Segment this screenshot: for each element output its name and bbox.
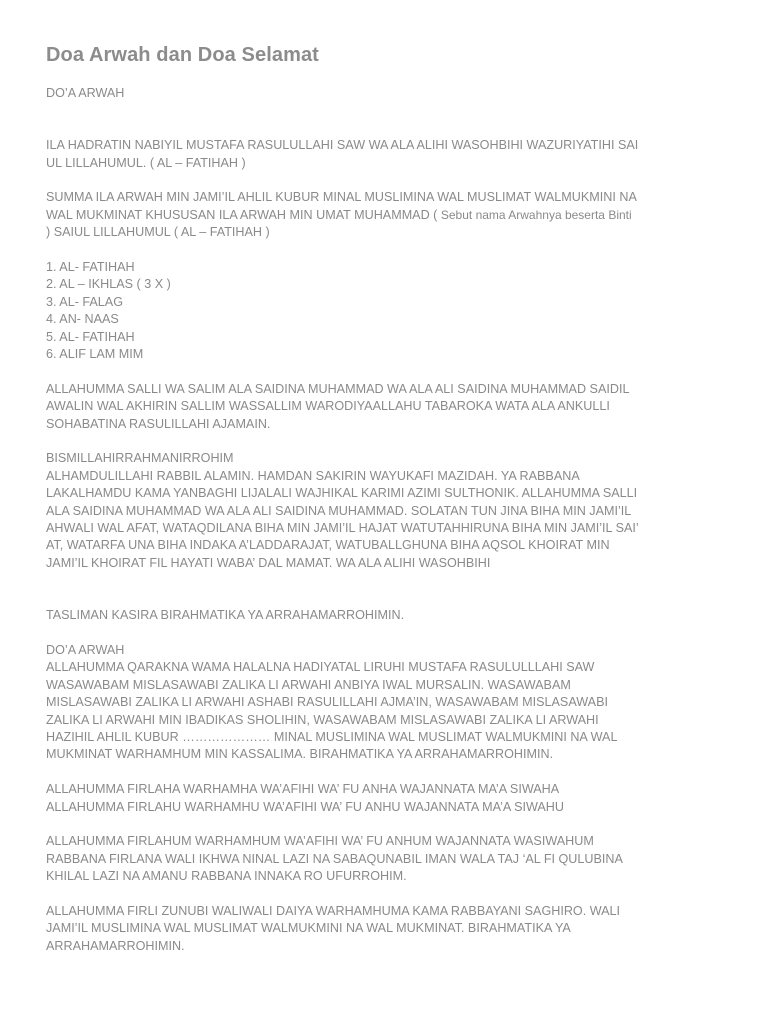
heading-line: DO’A ARWAH — [46, 86, 125, 100]
paragraph-allahumma-salli — [46, 381, 696, 433]
paragraph-line: ARRAHAMARROHIMIN. — [46, 938, 185, 953]
paragraph-line: TASLIMAN KASIRA BIRAHMATIKA YA ARRAHAMARROHIMIN. — [46, 608, 405, 623]
paragraph-line: HAZIHIL AHLIL KUBUR ………………… MINAL MUSLIMINA WAL MUSLIMAT WALMUKMINI NA WAL — [46, 729, 618, 744]
paragraph-line: ALLAHUMMA FIRLAHUM WARHAMHUM WA’AFIHI WA’ FU ANHUM WAJANNATA WASIWAHUM — [46, 834, 594, 849]
paragraph-line: KHILAL LAZI NA AMANU RABBANA INNAKA RO UFURROHIM. — [46, 869, 407, 884]
paragraph-line: ALA SAIDINA MUHAMMAD WA ALA ALI SAIDINA MUHAMMAD. SOLATAN TUN JINA BIHA MIN JAMI’IL — [46, 503, 632, 518]
paragraph-line: WASAWABAM MISLASAWABI ZALIKA LI ARWAHI ANBIYA IWAL MURSALIN. WASAWABAM — [46, 677, 571, 692]
spacer — [46, 242, 696, 259]
paragraph-line: ALLAHUMMA FIRLI ZUNUBI WALIWALI DAIYA WARHAMHUMA KAMA RABBAYANI SAGHIRO. WALI — [46, 903, 621, 918]
paragraph-line: UL LILLAHUMUL. ( AL – FATIHAH ) — [46, 155, 246, 170]
paragraph-text: WAL MUKMINAT KHUSUSAN ILA ARWAH MIN UMAT MUHAMMAD ( — [46, 207, 441, 222]
document-page — [46, 42, 696, 955]
spacer — [46, 886, 696, 903]
paragraph-line: ALLAHUMMA QARAKNA WAMA HALALNA HADIYATAL LIRUHI MUSTAFA RASULULLLAHI SAW — [46, 660, 595, 675]
paragraph-firlahum — [46, 833, 696, 885]
paragraph-line: DO’A ARWAH — [46, 642, 125, 657]
paragraph-line: JAMI’IL MUSLIMINA WAL MUSLIMAT WALMUKMINI NA WAL MUKMINAT. BIRAHMATIKA YA — [46, 921, 571, 936]
paragraph-hadratin — [46, 137, 696, 172]
spacer — [46, 433, 696, 450]
paragraph-summa — [46, 189, 696, 241]
paragraph-line: ALLAHUMMA SALLI WA SALIM ALA SAIDINA MUHAMMAD WA ALA ALI SAIDINA MUHAMMAD SAIDIL — [46, 381, 630, 396]
spacer — [46, 363, 696, 380]
paragraph-line: RABBANA FIRLANA WALI IKHWA NINAL LAZI NA SABAQUNABIL IMAN WALA TAJ ‘AL FI QULUBINA — [46, 851, 623, 866]
list-item: 1. AL- FATIHAH — [46, 260, 135, 275]
paragraph-line: AHWALI WAL AFAT, WATAQDILANA BIHA MIN JAMI’IL HAJAT WATUTAHHIRUNA BIHA MIN JAMI’IL SAI’ — [46, 521, 639, 536]
paragraph-line: SOHABATINA RASULILLAHI AJAMAIN. — [46, 416, 271, 431]
paragraph-line: ) SAIUL LILLAHUMUL ( AL – FATIHAH ) — [46, 225, 270, 240]
paragraph-line: MISLASAWABI ZALIKA LI ARWAHI ASHABI RASULILLAHI AJMA’IN, WASAWABAM MISLASAWABI — [46, 695, 608, 710]
paragraph-doa-arwah-2 — [46, 642, 696, 764]
paragraph-line: AWALIN WAL AKHIRIN SALLIM WASSALLIM WARODIYAALLAHU TABAROKA WATA ALA ANKULLI — [46, 399, 610, 414]
paragraph-line: ZALIKA LI ARWAHI MIN IBADIKAS SHOLIHIN, WASAWABAM MISLASAWABI ZALIKA LI ARWAHI — [46, 712, 599, 727]
list-item: 6. ALIF LAM MIM — [46, 347, 144, 362]
surah-list — [46, 259, 696, 363]
paragraph-line: ALLAHUMMA FIRLAHU WARHAMHU WA’AFIHI WA’ FU ANHU WAJANNATA MA’A SIWAHU — [46, 799, 564, 814]
list-item: 4. AN- NAAS — [46, 312, 119, 327]
spacer — [46, 764, 696, 781]
spacer — [46, 625, 696, 642]
paragraph-line: BISMILLAHIRRAHMANIRROHIM — [46, 451, 234, 466]
spacer — [46, 172, 696, 189]
spacer — [46, 816, 696, 833]
paragraph-line: MUKMINAT WARHAMHUM MIN KASSALIMA. BIRAHMATIKA YA ARRAHAMARROHIMIN. — [46, 747, 554, 762]
paragraph-tasliman — [46, 607, 696, 624]
list-item: 2. AL – IKHLAS ( 3 X ) — [46, 277, 171, 292]
paragraph-line: LAKALHAMDU KAMA YANBAGHI LIJALALI WAJHIKAL KARIMI AZIMI SULTHONIK. ALLAHUMMA SALLI — [46, 486, 638, 501]
list-item: 5. AL- FATIHAH — [46, 329, 135, 344]
paragraph-firli — [46, 903, 696, 955]
paragraph-bismillah — [46, 450, 696, 572]
document-title: Doa Arwah dan Doa Selamat — [46, 44, 319, 66]
spacer — [46, 572, 696, 607]
paragraph-line: ALHAMDULILLAHI RABBIL ALAMIN. HAMDAN SAKIRIN WAYUKAFI MAZIDAH. YA RABBANA — [46, 468, 580, 483]
paragraph-note: Sebut nama Arwahnya beserta Binti — [440, 207, 632, 222]
list-item: 3. AL- FALAG — [46, 294, 124, 309]
paragraph-line: AT, WATARFA UNA BIHA INDAKA A’LADDARAJAT, WATUBALLGHUNA BIHA AQSOL KHOIRAT MIN — [46, 538, 610, 553]
paragraph-line: ILA HADRATIN NABIYIL MUSTAFA RASULULLAHI SAW WA ALA ALIHI WASOHBIHI WAZURIYATIHI SAI — [46, 138, 639, 153]
paragraph-line: ALLAHUMMA FIRLAHA WARHAMHA WA’AFIHI WA’ FU ANHA WAJANNATA MA’A SIWAHA — [46, 782, 560, 797]
spacer — [46, 102, 696, 137]
section-heading-doa-arwah — [46, 85, 696, 102]
paragraph-firlaha — [46, 781, 696, 816]
paragraph-line — [46, 207, 696, 224]
paragraph-line: SUMMA ILA ARWAH MIN JAMI’IL AHLIL KUBUR MINAL MUSLIMINA WAL MUSLIMAT WALMUKMINI NA — [46, 190, 637, 205]
paragraph-line: JAMI’IL KHOIRAT FIL HAYATI WABA’ DAL MAMAT. WA ALA ALIHI WASOHBIHI — [46, 555, 491, 570]
